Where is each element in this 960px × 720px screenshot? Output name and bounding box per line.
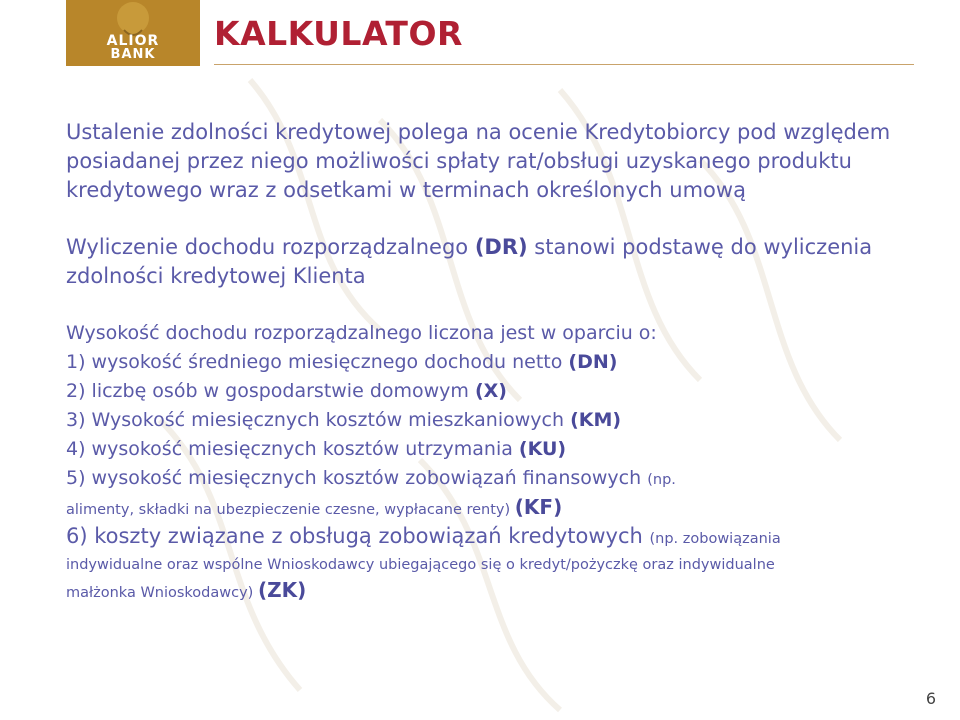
list-item: 2) liczbę osób w gospodarstwie domowym (X) [66,380,507,402]
dr-text-before: Wyliczenie dochodu rozporządzalnego [66,235,475,259]
list-item-5-continuation: alimenty, składki na ubezpieczenie czesne, wypłacane renty) (KF) [66,495,563,519]
dr-paragraph [66,233,906,291]
list-item: 3) Wysokość miesięcznych kosztów mieszkaniowych (KM) [66,409,622,431]
page-number: 6 [925,689,936,708]
logo-text-line1: ALIOR [106,33,160,49]
list-item-6: 6) koszty związane z obsługą zobowiązań kredytowych (np. zobowiązania [66,524,781,548]
list-item: 4) wysokość miesięcznych kosztów utrzymania (KU) [66,438,567,460]
content [66,118,906,606]
page-title: KALKULATOR [214,14,463,53]
dr-code: (DR) [474,235,528,259]
list-item-6-line3: małżonka Wnioskodawcy) (ZK) [66,578,307,602]
list-item-6-line2: indywidualne oraz wspólne Wnioskodawcy ubiegającego się o kredyt/pożyczkę oraz indywidualne [66,557,775,573]
dr-text-after: stanowi podstawę do wyliczenia zdolności kredytowej Klienta [66,235,873,288]
alior-bank-logo [66,0,200,66]
list-item: 1) wysokość średniego miesięcznego dochodu netto (DN) [66,351,618,373]
list-item-5: 5) wysokość miesięcznych kosztów zobowiązań finansowych (np. [66,467,676,489]
logo-text-line2: BANK [110,47,156,62]
list-intro: Wysokość dochodu rozporządzalnego liczona jest w oparciu o: [66,322,657,344]
intro-paragraph: Ustalenie zdolności kredytowej polega na ocenie Kredytobiorcy pod względem posiadanej przez niego możliwości spłaty rat/obsługi uzyskanego produktu kredytowego wraz z odsetkami w terminach określonych umową [66,120,891,202]
title-underline [214,64,914,65]
